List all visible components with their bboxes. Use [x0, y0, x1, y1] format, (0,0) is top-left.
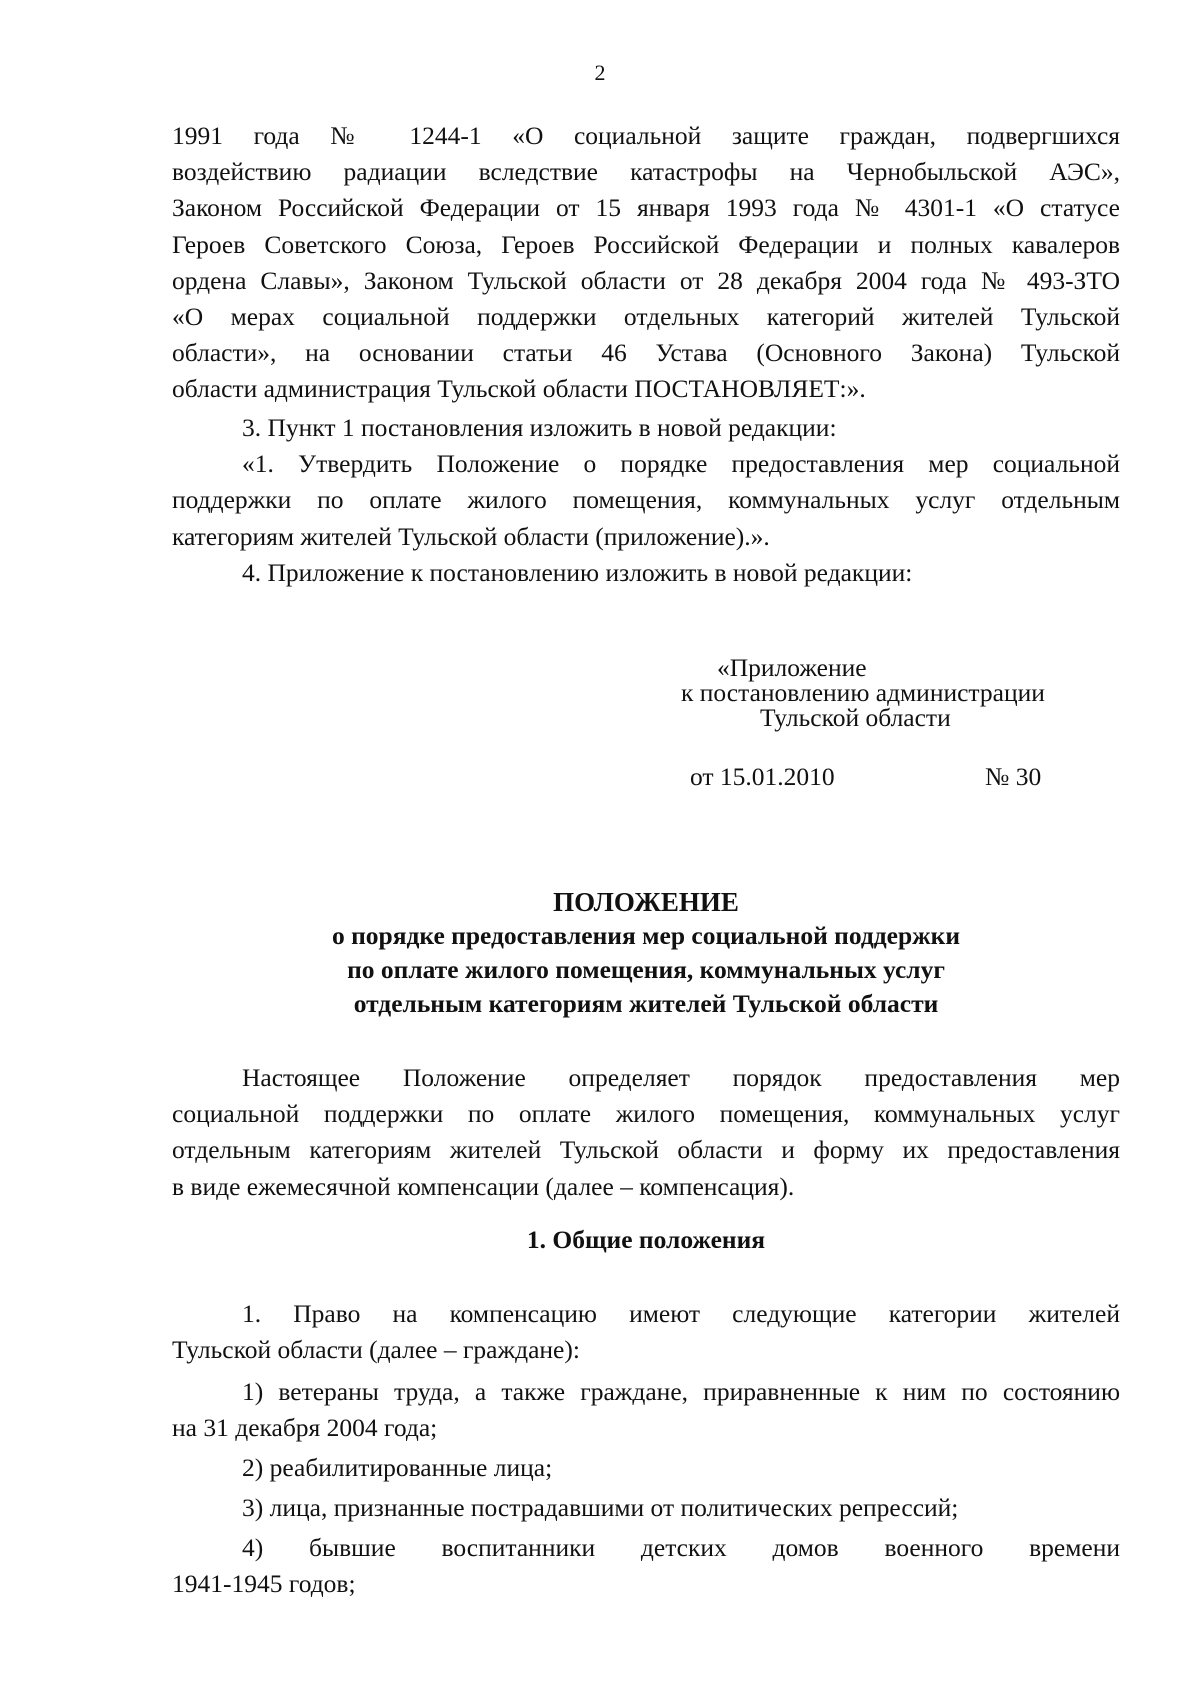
annex-header — [660, 655, 1120, 730]
text-line: Героев Советского Союза, Героев Российской Федерации и полных кавалеров — [172, 229, 1120, 259]
text-line: 1. Право на компенсацию имеют следующие категории жителей — [242, 1299, 1120, 1328]
text-line: воздействию радиации вследствие катастрофы на Чернобыльской АЭС», — [172, 157, 1120, 187]
section-heading: 1. Общие положения — [526, 1225, 766, 1254]
list-item — [172, 1374, 1120, 1446]
annex-line: Тульской области — [760, 703, 951, 732]
list-item — [172, 1490, 1120, 1526]
text-line: отдельным категориям жителей Тульской области и форму их предоставления — [172, 1135, 1120, 1165]
item-3: 3. Пункт 1 постановления изложить в новой редакции: — [242, 413, 837, 442]
page-number: 2 — [594, 60, 606, 85]
amendment-items — [172, 410, 1120, 591]
text-line: 1) ветераны труда, а также граждане, приравненные к ним по состоянию — [242, 1377, 1120, 1406]
text-line: на 31 декабря 2004 года; — [172, 1413, 438, 1443]
text-line: социальной поддержки по оплате жилого помещения, коммунальных услуг — [172, 1099, 1120, 1129]
annex-number: № 30 — [985, 762, 1042, 791]
item-3-quote-line: категориям жителей Тульской области (приложение).». — [172, 521, 770, 551]
intro-paragraph — [172, 118, 1120, 408]
text-line: 3) лица, признанные пострадавшими от политических репрессий; — [242, 1493, 959, 1522]
document-title — [172, 885, 1120, 1021]
text-line: в виде ежемесячной компенсации (далее – компенсация). — [172, 1171, 795, 1201]
text-line: 2) реабилитированные лица; — [242, 1453, 553, 1482]
title-line: по оплате жилого помещения, коммунальных услуг — [347, 955, 945, 984]
annex-date: от 15.01.2010 — [690, 762, 835, 791]
text-line: «О мерах социальной поддержки отдельных категорий жителей Тульской — [172, 302, 1120, 332]
text-line: 4) бывшие воспитанники детских домов военного времени — [242, 1533, 1120, 1562]
annex-line: «Приложение — [717, 653, 867, 682]
list-item — [172, 1450, 1120, 1486]
title-heading: ПОЛОЖЕНИЕ — [553, 887, 739, 917]
title-line: о порядке предоставления мер социальной поддержки — [331, 921, 961, 950]
text-line: Настоящее Положение определяет порядок предоставления мер — [242, 1063, 1120, 1092]
annex-line: к постановлению администрации — [681, 678, 1045, 707]
text-line: Законом Российской Федерации от 15 января 1993 года № 4301-1 «О статусе — [172, 193, 1120, 223]
text-line: области администрация Тульской области ПОСТАНОВЛЯЕТ:». — [172, 374, 866, 404]
title-line: отдельным категориям жителей Тульской области — [353, 989, 939, 1018]
item-3-quote-line: поддержки по оплате жилого помещения, коммунальных услуг отдельным — [172, 485, 1120, 515]
text-line: ордена Славы», Законом Тульской области от 28 декабря 2004 года № 493-ЗТО — [172, 265, 1120, 295]
text-line: 1941-1945 годов; — [172, 1569, 356, 1599]
preamble-paragraph — [172, 1060, 1120, 1205]
list-item — [172, 1530, 1120, 1602]
text-line: 1991 года № 1244-1 «О социальной защите граждан, подвергшихся — [172, 121, 1120, 150]
section-1-body — [172, 1296, 1120, 1368]
text-line: Тульской области (далее – граждане): — [172, 1335, 580, 1365]
item-4: 4. Приложение к постановлению изложить в новой редакции: — [242, 557, 913, 587]
text-line: области», на основании статьи 46 Устава (Основного Закона) Тульской — [172, 338, 1120, 368]
item-3-quote-line: «1. Утвердить Положение о порядке предоставления мер социальной — [242, 449, 1120, 479]
